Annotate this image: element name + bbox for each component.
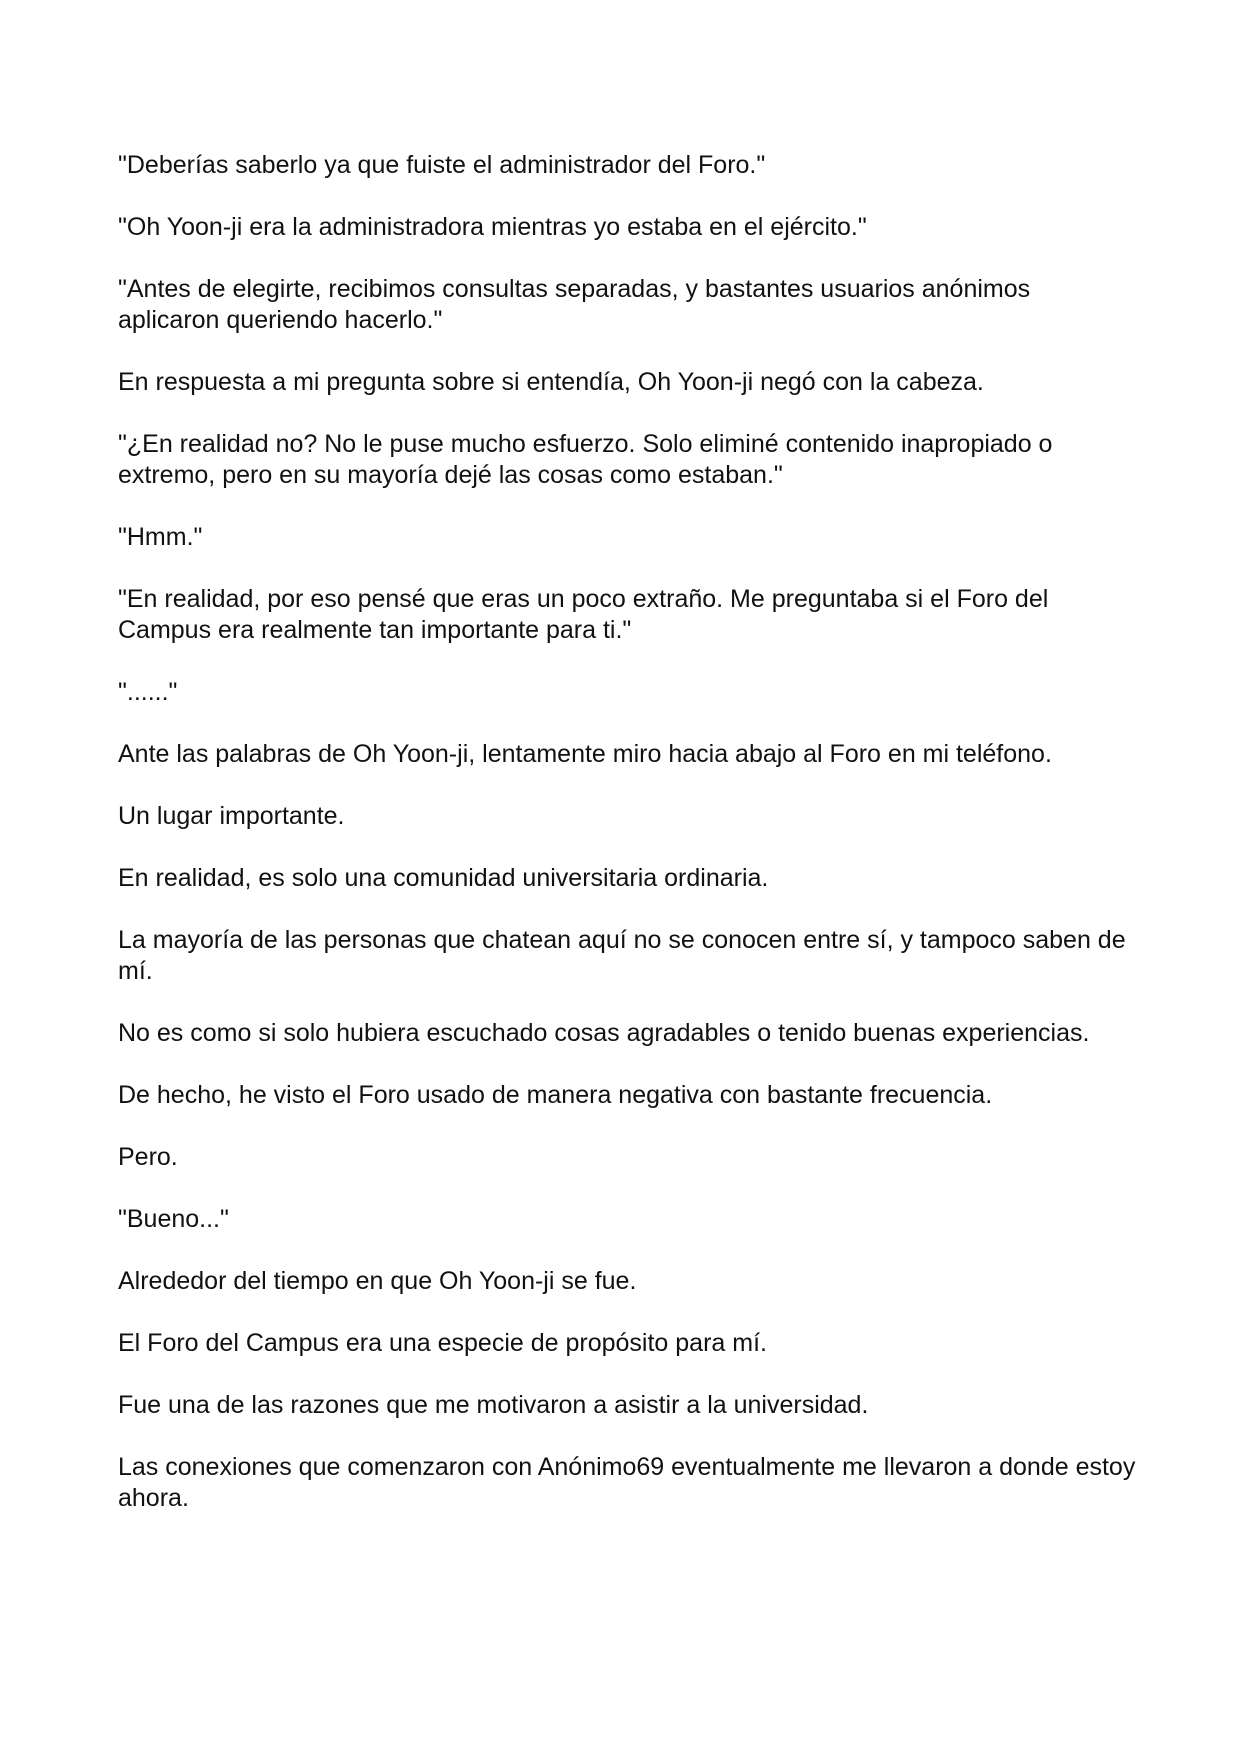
paragraph: La mayoría de las personas que chatean aquí no se conocen entre sí, y tampoco saben de mí. [118,926,1126,985]
paragraph: Pero. [118,1143,178,1171]
paragraph: Fue una de las razones que me motivaron a asistir a la universidad. [118,1391,869,1419]
paragraph: "Hmm." [118,523,203,551]
paragraph: No es como si solo hubiera escuchado cosas agradables o tenido buenas experiencias. [118,1019,1090,1047]
paragraph: "¿En realidad no? No le puse mucho esfuerzo. Solo eliminé contenido inapropiado o extremo, pero en su mayoría dejé las cosas como estaban." [118,430,1053,489]
paragraph: Las conexiones que comenzaron con Anónimo69 eventualmente me llevaron a donde estoy ahora. [118,1453,1136,1512]
paragraph: Alrededor del tiempo en que Oh Yoon-ji se fue. [118,1267,637,1295]
paragraph: "......" [118,678,178,706]
paragraph: "Oh Yoon-ji era la administradora mientras yo estaba en el ejército." [118,213,867,241]
paragraph: Un lugar importante. [118,802,345,830]
paragraph: En respuesta a mi pregunta sobre si entendía, Oh Yoon-ji negó con la cabeza. [118,368,984,396]
paragraph: Ante las palabras de Oh Yoon-ji, lentamente miro hacia abajo al Foro en mi teléfono. [118,740,1052,768]
paragraph: "Antes de elegirte, recibimos consultas separadas, y bastantes usuarios anónimos aplicaron queriendo hacerlo." [118,275,1031,334]
paragraph: "Bueno..." [118,1205,229,1233]
paragraph: De hecho, he visto el Foro usado de manera negativa con bastante frecuencia. [118,1081,993,1109]
document-body [118,150,1138,1545]
paragraph: El Foro del Campus era una especie de propósito para mí. [118,1329,767,1357]
paragraph: En realidad, es solo una comunidad universitaria ordinaria. [118,864,769,892]
paragraph: "En realidad, por eso pensé que eras un poco extraño. Me preguntaba si el Foro del Campus era realmente tan importante para ti." [118,585,1049,644]
paragraph: "Deberías saberlo ya que fuiste el administrador del Foro." [118,151,766,179]
